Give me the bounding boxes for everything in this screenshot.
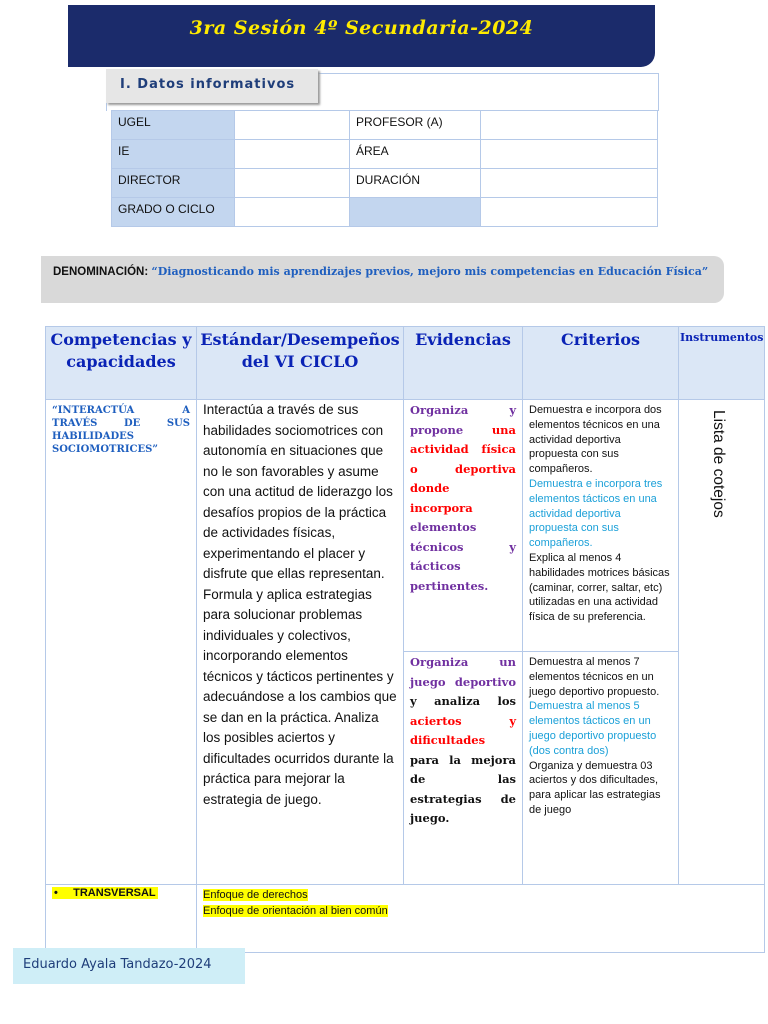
criterio-1-1: Demuestra e incorpora dos elementos técnicos en una actividad deportiva propuesta con sus compañeros. — [529, 404, 662, 476]
criterio-2-3: Organiza y demuestra 03 aciertos y dos dificultades, para aplicar las estrategias de juego — [529, 759, 661, 816]
evidencia-2-part-b: y analiza los — [410, 694, 516, 708]
header-evidencias: Evidencias — [404, 327, 523, 400]
title-banner — [68, 5, 655, 67]
datos-informativos-tab — [106, 69, 318, 103]
competencia-cell: “INTERACTÚA A TRAVÉS DE SUS HABILIDADES SOCIOMOTRICES” — [46, 400, 197, 885]
empty-label — [350, 198, 481, 227]
area-label: ÁREA — [350, 140, 481, 169]
ie-value[interactable] — [235, 140, 350, 169]
planning-table — [45, 326, 765, 953]
transversal-row — [46, 885, 765, 953]
denominacion-value: “Diagnosticando mis aprendizajes previos, mejoro mis competencias en Educación Física” — [151, 265, 709, 278]
enfoque-derechos: Enfoque de derechos — [203, 889, 308, 901]
criterios-1-cell — [523, 400, 679, 652]
header-row — [46, 327, 765, 400]
denominacion-label: DENOMINACIÓN: — [53, 266, 149, 278]
evidencia-1-part-b: una actividad física o deportiva donde incorpora — [410, 422, 516, 515]
header-criterios: Criterios — [523, 327, 679, 400]
content-row-1 — [46, 400, 765, 652]
transversal-label — [52, 887, 158, 899]
ie-label: IE — [112, 140, 235, 169]
denominacion-box — [41, 256, 724, 303]
ugel-label: UGEL — [112, 111, 235, 140]
title-part-level: Secundaria-2024 — [337, 17, 534, 39]
criterio-2-1: Demuestra al menos 7 elementos técnicos en un juego deportivo propuesto. — [529, 656, 660, 698]
estandar-cell: Interactúa a través de sus habilidades sociomotrices con autonomía en situaciones que no le son favorables y asume con una actitud de liderazgo los desafíos propios de la práctica de actividades físicas, experimentando el placer y disfrute que ellas representan. Formula y aplica estrategias para solucionar problemas individuales y colectivos, incorporando elementos técnicos y tácticos pertinentes y adecuándose a los cambios que se dan en la práctica. Analiza los posibles aciertos y dificultades ocurridos durante la práctica para mejorar la estrategia de juego. — [197, 400, 404, 885]
header-competencias: Competencias y capacidades — [46, 327, 197, 400]
duracion-label: DURACIÓN — [350, 169, 481, 198]
enfoque-bien-comun: Enfoque de orientación al bien común — [203, 905, 388, 917]
denominacion-text — [53, 262, 714, 282]
datos-row-ugel — [112, 111, 658, 140]
area-value[interactable] — [481, 140, 658, 169]
title-part-grade: 4º — [314, 17, 338, 39]
header-estandar: Estándar/Desempeños del VI CICLO — [197, 327, 404, 400]
enfoques-cell — [197, 885, 765, 953]
session-title — [68, 17, 655, 39]
author-footer — [13, 948, 245, 984]
empty-value[interactable] — [481, 198, 658, 227]
evidencia-2-part-a: Organiza un juego deportivo — [410, 655, 516, 689]
datos-row-ie — [112, 140, 658, 169]
duracion-value[interactable] — [481, 169, 658, 198]
datos-informativos-label: I. Datos informativos — [120, 77, 296, 92]
director-label: DIRECTOR — [112, 169, 235, 198]
criterio-1-3: Explica al menos 4 habilidades motrices básicas (caminar, correr, saltar, etc) utilizadas en una actividad física de su preferencia. — [529, 551, 670, 624]
director-value[interactable] — [235, 169, 350, 198]
instrumento-text: Lista de cotejos — [710, 410, 727, 518]
ugel-value[interactable] — [235, 111, 350, 140]
evidencia-2-part-c: aciertos y dificultades — [410, 713, 516, 747]
datos-row-director — [112, 169, 658, 198]
profesor-label: PROFESOR (A) — [350, 111, 481, 140]
author-name: Eduardo Ayala Tandazo-2024 — [23, 957, 212, 972]
transversal-label-text: TRANSVERSAL — [73, 887, 156, 899]
datos-table — [111, 110, 658, 227]
evidencia-2-part-d: para la mejora de las estrategias de juego. — [410, 752, 516, 825]
transversal-bullet: • — [54, 887, 58, 899]
title-part-session: 3ra Sesión — [189, 17, 315, 39]
header-instrumentos: Instrumentos — [679, 327, 765, 400]
grado-value[interactable] — [235, 198, 350, 227]
evidencia-1-cell — [404, 400, 523, 652]
transversal-cell — [46, 885, 197, 953]
datos-row-grado — [112, 198, 658, 227]
criterio-2-2: Demuestra al menos 5 elementos tácticos en un juego deportivo propuesto (dos contra dos) — [529, 700, 657, 757]
criterios-2-cell — [523, 652, 679, 885]
criterio-1-2: Demuestra e incorpora tres elementos tácticos en una actividad deportiva propuesta con sus compañeros. — [529, 477, 663, 550]
evidencia-1-part-a: Organiza y propone — [410, 403, 516, 437]
grado-label: GRADO O CICLO — [112, 198, 235, 227]
profesor-value[interactable] — [481, 111, 658, 140]
evidencia-2-cell — [404, 652, 523, 885]
evidencia-1-part-c: elementos técnicos y tácticos pertinentes. — [410, 520, 516, 593]
instrumento-cell — [679, 400, 765, 885]
